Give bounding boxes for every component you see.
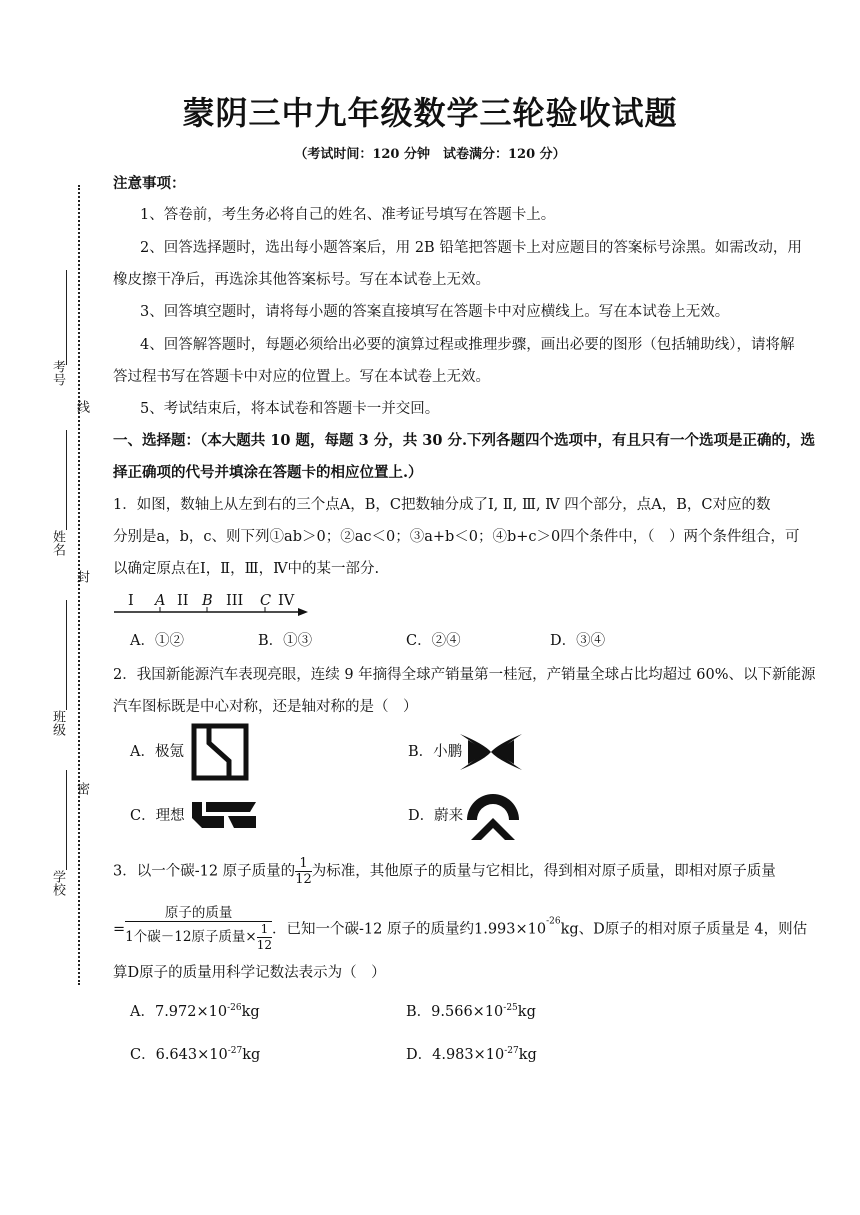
q3-text-line2 [113, 906, 807, 953]
xingming-label: 姓名 [50, 530, 65, 556]
option-value: A．7.972×10 [130, 1003, 228, 1020]
inner-denominator: 12 [256, 938, 273, 952]
kaohao-underline [66, 270, 67, 365]
q1-text: 分别是a，b，c、则下列①ab＞0；②ac＜0；③a+b＜0；④b+c＞0四个条件中，（ ）两个条件组合，可 [113, 529, 800, 545]
note-item: 橡皮擦干净后，再选涂其他答案标号。写在本试卷上无效。 [113, 272, 490, 288]
zeekr-logo-icon [191, 723, 249, 781]
option-exponent: -25 [503, 1003, 518, 1013]
q3-option-c [130, 1041, 260, 1065]
q3-text: kg、D原子的相对原子质量是 4，则估 [560, 921, 808, 938]
option-exponent: -27 [227, 1046, 243, 1056]
option-unit: kg [518, 1046, 537, 1063]
kaohao-label: 考号 [50, 360, 65, 386]
option-unit: kg [517, 1003, 536, 1020]
option-exponent: -26 [227, 1003, 242, 1013]
axis-label-region-4: IV [278, 593, 295, 609]
q3-option-b [406, 998, 536, 1022]
axis-label-region-3: III [226, 593, 244, 609]
banji-label: 班级 [50, 710, 65, 736]
xian-label: 线 [74, 400, 89, 413]
xpeng-logo-icon [458, 730, 524, 774]
option-value: B．9.566×10 [406, 1003, 504, 1020]
note-item: 1、答卷前，考生务必将自己的姓名、准考证号填写在答题卡上。 [140, 207, 556, 223]
q2-option-a: A．极氪 [130, 744, 184, 760]
xuexiao-underline [66, 770, 67, 870]
lixiang-logo-icon [190, 800, 258, 830]
q3-text: ．已知一个碳-12 原子的质量约1.993×10 [272, 921, 547, 938]
q1-option-d: D．③④ [550, 633, 606, 649]
option-exponent: -27 [504, 1046, 519, 1056]
note-item: 5、考试结束后，将本试卷和答题卡一并交回。 [140, 401, 440, 417]
note-item: 2、回答选择题时，选出每小题答案后，用 2B 铅笔把答题卡上对应题目的答案标号涂黑。如需改动，用 [140, 240, 802, 256]
q3-text: 算D原子的质量用科学记数法表示为（ ） [113, 965, 386, 981]
notes-heading: 注意事项： [113, 175, 186, 192]
axis-label-region-2: II [177, 593, 189, 609]
option-unit: kg [242, 1046, 261, 1063]
axis-label-point-b: B [202, 593, 213, 609]
q2-text: 汽车图标既是中心对称，还是轴对称的是（ ） [113, 699, 418, 715]
inner-numerator: 1 [257, 922, 272, 938]
q2-option-b: B．小鹏 [408, 744, 463, 760]
page-subtitle: （考试时间：120 分钟 试卷满分：120 分） [294, 147, 566, 162]
formula-denominator [125, 922, 272, 953]
equals-sign: = [113, 921, 126, 938]
banji-underline [66, 600, 67, 710]
axis-label-point-a: A [155, 593, 166, 609]
fraction-numerator: 1 [295, 856, 312, 872]
formula-denominator-text: 1个碳－12原子质量× [125, 929, 257, 945]
q3-text: 3．以一个碳-12 原子质量的 [113, 863, 296, 880]
axis-label-region-1: I [128, 593, 134, 609]
note-item: 3、回答填空题时，请将每小题的答案直接填写在答题卡中对应横线上。写在本试卷上无效。 [140, 304, 730, 320]
q3-text-line1 [113, 856, 776, 887]
formula-numerator: 原子的质量 [125, 906, 272, 922]
relative-mass-formula [125, 906, 272, 953]
nio-logo-icon [463, 790, 523, 842]
q2-option-d: D．蔚来 [408, 808, 464, 824]
number-line-arrow [298, 608, 308, 616]
q3-option-d [406, 1041, 537, 1065]
section-heading-cont: 择正确项的代号并填涂在答题卡的相应位置上.） [113, 464, 423, 481]
q2-text: 2．我国新能源汽车表现亮眼，连续 9 年摘得全球产销量第一桂冠，产销量全球占比均超过 60%、以下新能源 [113, 667, 816, 683]
q1-option-c: C．②④ [406, 633, 461, 649]
q1-text: 1．如图，数轴上从左到右的三个点A，B，C把数轴分成了Ⅰ, Ⅱ, Ⅲ, Ⅳ 四个部分，点A，B，C对应的数 [113, 497, 771, 513]
axis-label-point-c: C [260, 593, 272, 609]
q3-text: 为标准，其他原子的质量与它相比，得到相对原子质量，即相对原子质量 [311, 863, 776, 880]
section-heading: 一、选择题：（本大题共 10 题，每题 3 分，共 30 分.下列各题四个选项中，有且只有一个选项是正确的，选 [113, 432, 816, 449]
q2-option-c: C．理想 [130, 808, 185, 824]
option-value: C．6.643×10 [130, 1046, 228, 1063]
q1-option-a: A．①② [130, 633, 184, 649]
xingming-underline [66, 430, 67, 530]
q1-option-b: B．①③ [258, 633, 313, 649]
binding-dotted-line [78, 185, 80, 985]
fraction-one-twelfth [295, 856, 312, 887]
note-item: 4、回答解答题时，每题必须给出必要的演算过程或推理步骤，画出必要的图形（包括辅助线），请将解 [140, 337, 795, 353]
option-unit: kg [241, 1003, 260, 1020]
xuexiao-label: 学校 [50, 870, 65, 896]
page-title: 蒙阴三中九年级数学三轮验收试题 [182, 94, 678, 132]
option-value: D．4.983×10 [406, 1046, 505, 1063]
q3-option-a [130, 998, 260, 1022]
formula-inner-fraction [257, 922, 272, 953]
q1-text: 以确定原点在Ⅰ，Ⅱ，Ⅲ，Ⅳ中的某一部分. [113, 561, 380, 577]
exponent: -26 [546, 916, 561, 927]
mi-label: 密 [74, 782, 89, 795]
feng-label: 封 [74, 570, 89, 583]
note-item: 答过程书写在答题卡中对应的位置上。写在本试卷上无效。 [113, 369, 490, 385]
fraction-denominator: 12 [295, 872, 312, 887]
